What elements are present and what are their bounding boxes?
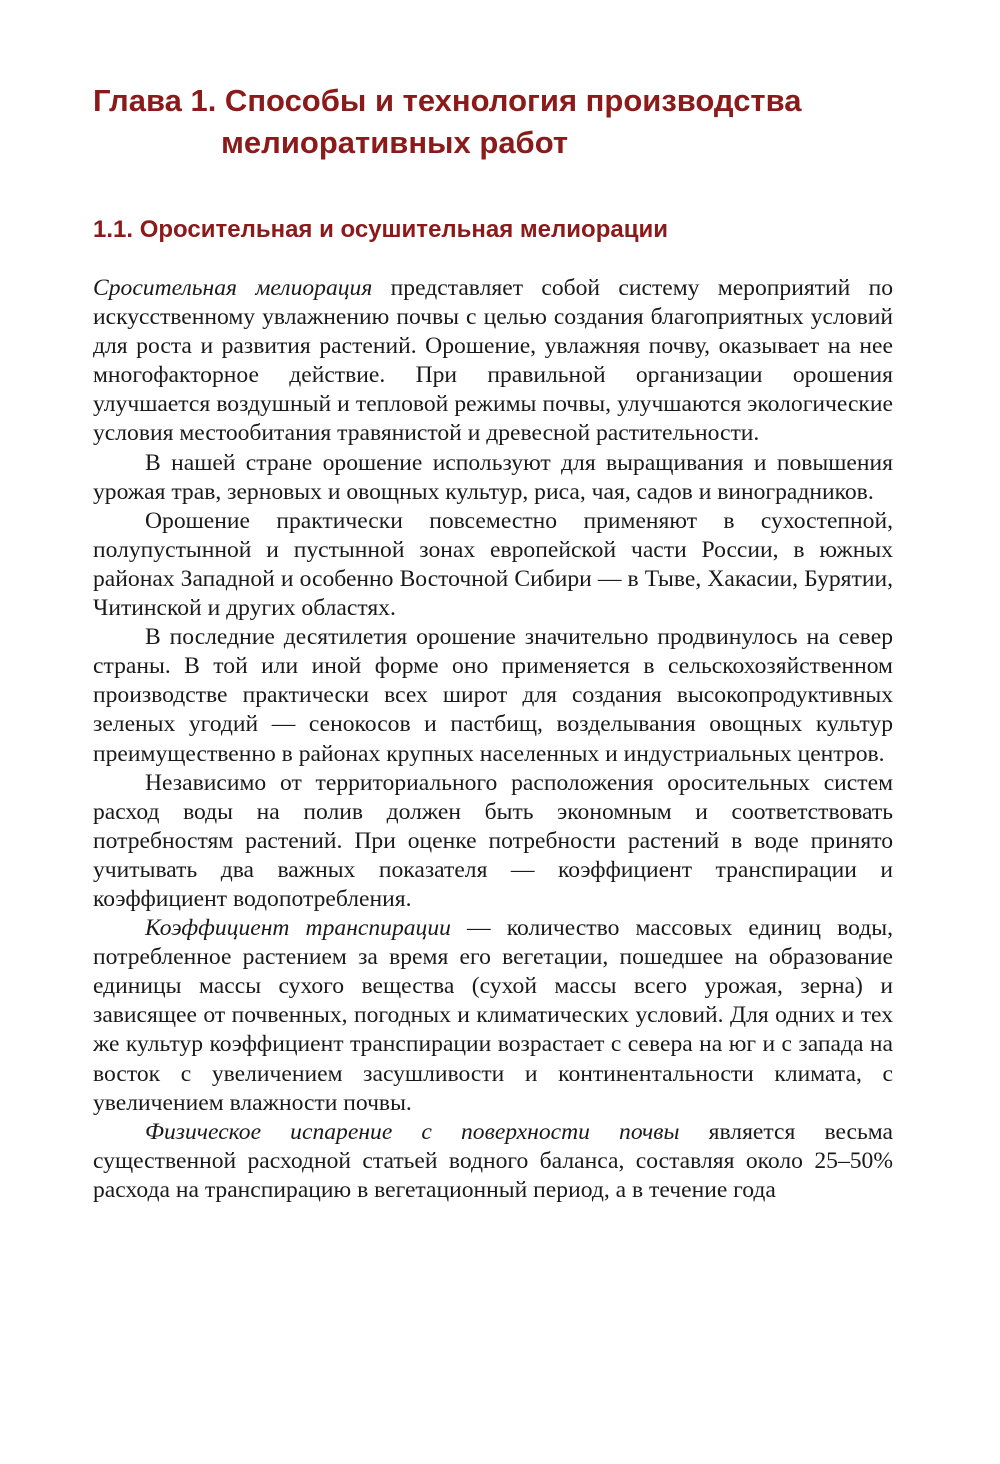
paragraph (93, 1118, 893, 1205)
paragraph (93, 623, 893, 768)
body-text (93, 274, 893, 1205)
paragraph (93, 274, 893, 449)
paragraph-text: В нашей стране орошение используют для выращивания и повышения урожая трав, зерновых и овощных культур, риса, чая, садов и виноградников. (93, 449, 893, 505)
paragraph-text: — количество массовых единиц воды, потребленное растением за время его вегетации, пошедшее на образование единицы массы сухого вещества (сухой массы всего урожая, зерна) и зависящее от почвенных, погодных и климатических условий. Для одних и тех же культур коэффициент транспирации возрастает с севера на юг и с запада на восток с увеличением засушливости и континентальности климата, с увеличением влажности почвы. (93, 915, 893, 1116)
paragraph-text: Независимо от территориального расположения оросительных систем расход воды на полив должен быть экономным и соответствовать потребностям растений. При оценке потребности растений в воде принято учитывать два важных показателя — коэффициент транспирации и коэффициент водопотребления. (93, 769, 893, 912)
paragraph-text: В последние десятилетия орошение значительно продвинулось на север страны. В той или иной форме оно применяется в сельскохозяйственном производстве практически всех широт для создания высокопродуктивных зеленых угодий — сенокосов и пастбищ, возделывания овощных культур преимущественно в районах крупных населенных и индустриальных центров. (93, 624, 893, 767)
chapter-title-line-1: Глава 1. Способы и технология производства (93, 83, 802, 118)
paragraph-term: Сросительная мелиорация (93, 275, 373, 301)
paragraph-text: Орошение практически повсеместно применяют в сухостепной, полупустынной и пустынной зонах европейской части России, в южных районах Западной и особенно Восточной Сибири — в Тыве, Хакасии, Бурятии, Читинской и других областях. (93, 507, 893, 622)
paragraph (93, 507, 893, 623)
paragraph-term: Физическое испарение с поверхности почвы (145, 1118, 680, 1145)
chapter-title (93, 80, 913, 164)
section-title: 1.1. Оросительная и осушительная мелиорации (93, 216, 668, 243)
paragraph (93, 914, 893, 1118)
paragraph-text: представляет собой систему мероприятий по искусственному увлажнению почвы с целью создания благоприятных условий для роста и развития растений. Орошение, увлажняя почву, оказывает на нее многофакторное действие. При правильной организации орошения улучшается воздушный и тепловой режимы почвы, улучшаются экологические условия местообитания травянистой и древесной растительности. (93, 275, 893, 447)
paragraph (93, 449, 893, 507)
chapter-title-line-2: мелиоративных работ (221, 125, 569, 160)
paragraph-text: является весьма существенной расходной статьей водного баланса, составляя около 25–50% расхода на транспирацию в вегетационный период, а в течение года (93, 1118, 893, 1203)
paragraph (93, 769, 893, 914)
paragraph-term: Коэффициент транспирации (145, 915, 451, 942)
